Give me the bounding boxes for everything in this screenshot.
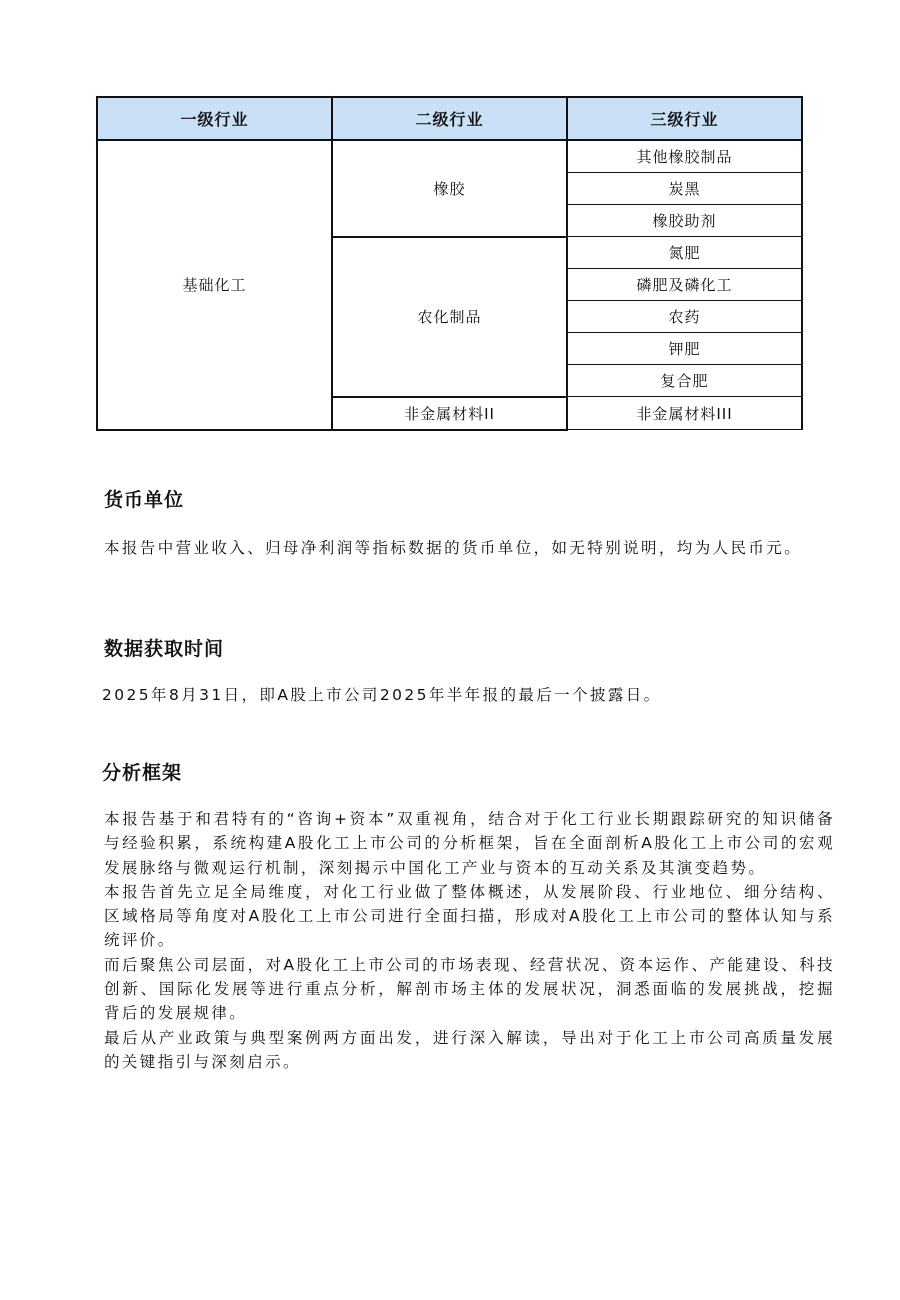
framework-heading: 分析框架 <box>102 762 183 784</box>
table-row <box>97 140 802 173</box>
header-level3: 三级行业 <box>567 97 802 140</box>
framework-paragraph: 本报告基于和君特有的“咨询+资本”双重视角，结合对于化工行业长期跟踪研究的知识储备与经验积累，系统构建A股化工上市公司的分析框架，旨在全面剖析A股化工上市公司的宏观发展脉络与微观运行机制，深刻揭示中国化工产业与资本的互动关系及其演变趋势。 <box>104 810 835 877</box>
table-header-row <box>97 97 802 140</box>
industry-classification-table <box>96 96 803 431</box>
level3-cell: 橡胶助剂 <box>567 205 802 237</box>
currency-paragraph: 本报告中营业收入、归母净利润等指标数据的货币单位，如无特别说明，均为人民币元。 <box>104 539 803 557</box>
level3-cell: 非金属材料III <box>567 397 802 430</box>
level3-cell: 复合肥 <box>567 365 802 397</box>
level1-cell: 基础化工 <box>97 140 332 430</box>
level3-cell: 钾肥 <box>567 333 802 365</box>
framework-text <box>104 807 835 1074</box>
level3-cell: 其他橡胶制品 <box>567 140 802 173</box>
framework-paragraph: 本报告首先立足全局维度，对化工行业做了整体概述，从发展阶段、行业地位、细分结构、区域格局等角度对A股化工上市公司进行全面扫描，形成对A股化工上市公司的整体认知与系统评价。 <box>104 882 835 950</box>
currency-heading: 货币单位 <box>104 489 185 511</box>
level3-cell: 磷肥及磷化工 <box>567 269 802 301</box>
framework-paragraph: 而后聚焦公司层面，对A股化工上市公司的市场表现、经营状况、资本运作、产能建设、科技创新、国际化发展等进行重点分析，解剖市场主体的发展状况，洞悉面临的发展挑战，挖掘背后的发展规律。 <box>104 955 835 1023</box>
level2-cell: 橡胶 <box>332 140 567 237</box>
framework-paragraph: 最后从产业政策与典型案例两方面出发，进行深入解读，导出对于化工上市公司高质量发展的关键指引与深刻启示。 <box>104 1028 835 1071</box>
level2-cell: 农化制品 <box>332 237 567 397</box>
currency-text <box>104 536 835 560</box>
header-level2: 二级行业 <box>332 97 567 140</box>
level3-cell: 氮肥 <box>567 237 802 269</box>
data-time-text <box>102 683 833 707</box>
header-level1: 一级行业 <box>97 97 332 140</box>
level2-cell: 非金属材料II <box>332 397 567 430</box>
level3-cell: 农药 <box>567 301 802 333</box>
data-time-paragraph: 2025年8月31日，即A股上市公司2025年半年报的最后一个披露日。 <box>102 686 662 704</box>
data-time-heading: 数据获取时间 <box>104 638 225 660</box>
level3-cell: 炭黑 <box>567 173 802 205</box>
